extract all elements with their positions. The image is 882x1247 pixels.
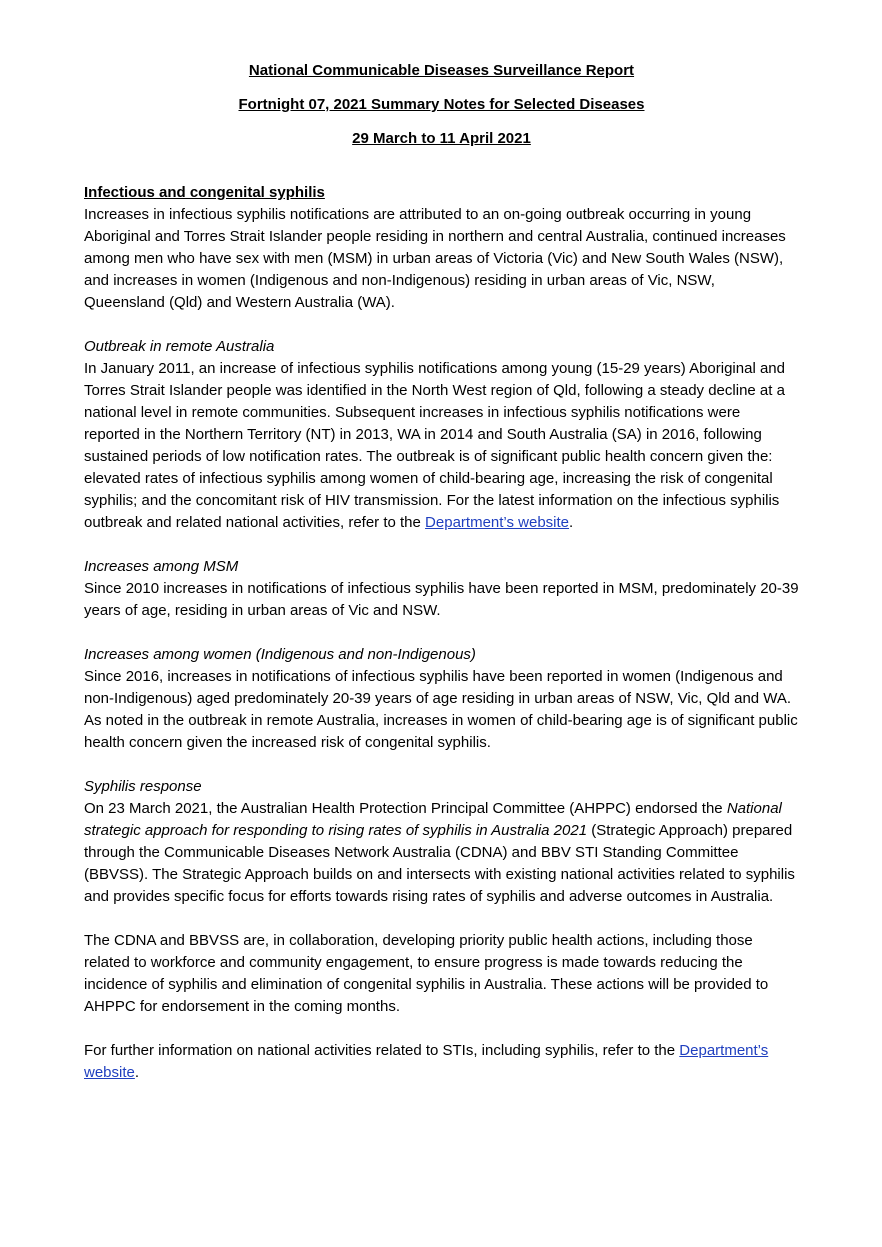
response-paragraph-2: The CDNA and BBVSS are, in collaboration, developing priority public health actions, including those related to workforce and community engagement, to ensure progress is made towards reducing the incidence of syphilis and elimination of congenital syphilis in Australia. These actions will be provided to AHPPC for endorsement in the coming months. xyxy=(84,932,769,1015)
section-heading-syphilis: Infectious and congenital syphilis xyxy=(84,184,325,201)
department-website-link[interactable]: Department’s website xyxy=(425,514,570,531)
report-date-range: 29 March to 11 April 2021 xyxy=(352,130,531,147)
response-text-start: On 23 March 2021, the Australian Health Protection Principal Committee (AHPPC) endorsed the xyxy=(84,800,727,817)
report-subtitle: Fortnight 07, 2021 Summary Notes for Selected Diseases xyxy=(238,96,645,113)
subheading-outbreak: Outbreak in remote Australia xyxy=(84,338,275,355)
response-text-end: (Strategic Approach) prepared through the Communicable Diseases Network Australia (CDNA) and BBV STI Standing Committee (BBVSS). The Strategic Approach builds on and intersects with existing national activities related to syphilis and provides specific focus for efforts towards rising rates of syphilis and adverse outcomes in Australia. xyxy=(84,822,795,905)
report-title-block xyxy=(84,60,799,150)
further-info-text-end: . xyxy=(134,1064,140,1081)
further-info-text: For further information on national activities related to STIs, including syphilis, refer to the xyxy=(84,1042,680,1059)
subheading-response: Syphilis response xyxy=(84,778,202,795)
women-paragraph: Since 2016, increases in notifications of infectious syphilis have been reported in women (Indigenous and non-Indigenous) aged predominately 20-39 years of age residing in urban areas of NSW, Vic, Qld and WA. As noted in the outbreak in remote Australia, increases in women of child-bearing age is of significant public health concern given the increased risk of congenital syphilis. xyxy=(84,668,798,751)
response-paragraph-3 xyxy=(84,1040,799,1084)
outbreak-paragraph xyxy=(84,358,799,534)
intro-paragraph: Increases in infectious syphilis notifications are attributed to an on-going outbreak occurring in young Aboriginal and Torres Strait Islander people residing in northern and central Australia, continued increases among men who have sex with men (MSM) in urban areas of Victoria (Vic) and New South Wales (NSW), and increases in women (Indigenous and non-Indigenous) residing in urban areas of Vic, NSW, Queensland (Qld) and Western Australia (WA). xyxy=(84,206,786,311)
subheading-msm: Increases among MSM xyxy=(84,558,239,575)
response-paragraph-1 xyxy=(84,798,799,908)
msm-paragraph: Since 2010 increases in notifications of infectious syphilis have been reported in MSM, predominately 20-39 years of age, residing in urban areas of Vic and NSW. xyxy=(84,580,799,619)
strategic-approach-title: National strategic approach for responding to rising rates of syphilis in Australia 2021 xyxy=(84,800,782,839)
outbreak-text-end: . xyxy=(569,514,574,531)
document-page xyxy=(84,60,799,1084)
outbreak-text: In January 2011, an increase of infectious syphilis notifications among young (15-29 years) Aboriginal and Torres Strait Islander people was identified in the North West region of Qld, following a steady decline at a national level in remote communities. Subsequent increases in infectious syphilis notifications were reported in the Northern Territory (NT) in 2013, WA in 2014 and South Australia (SA) in 2016, following sustained periods of low notification rates. The outbreak is of significant public health concern given the: elevated rates of infectious syphilis among women of child-bearing age, increasing the risk of congenital syphilis; and the concomitant risk of HIV transmission. For the latest information on the infectious syphilis outbreak and related national activities, refer to the xyxy=(84,360,785,531)
department-website-link-2[interactable]: Department’s website xyxy=(84,1042,769,1081)
subheading-women: Increases among women (Indigenous and non-Indigenous) xyxy=(84,646,476,663)
report-title: National Communicable Diseases Surveillance Report xyxy=(248,62,635,79)
